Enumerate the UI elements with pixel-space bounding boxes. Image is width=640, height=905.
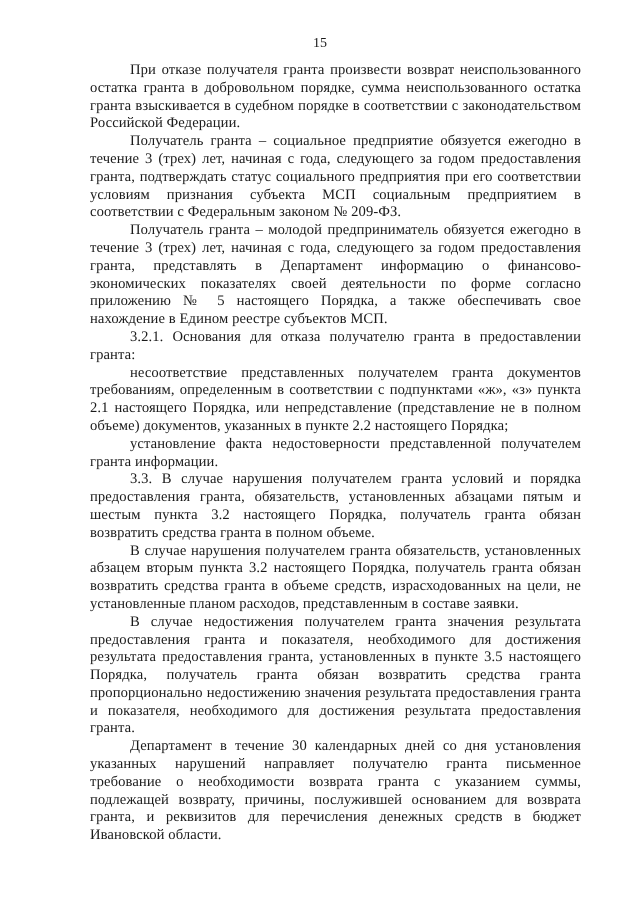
paragraph-refund-enforcement: При отказе получателя гранта произвести возврат неиспользованного остатка гранта в добровольном порядке, сумма неиспользованного остатка гранта взыскивается в судебном порядке в соответствии с законодательством Российской Федерации. [90, 62, 581, 132]
paragraph-violation-full-refund: 3.3. В случае нарушения получателем гранта условий и порядка предоставления гранта, обязательств, установленных абзацами пятым и шестым пункта 3.2 настоящего Порядка, получатель гранта обязан возвратить средства гранта в полном объеме. [90, 471, 581, 541]
paragraph-refusal-grounds-heading: 3.2.1. Основания для отказа получателю гранта в предоставлении гранта: [90, 328, 581, 363]
paragraph-refusal-ground-documents: несоответствие представленных получателем гранта документов требованиям, определенным в соответствии с подпунктами «ж», «з» пункта 2.1 настоящего Порядка, или непредставление (представление не в полном объеме) документов, указанных в пункте 2.2 настоящего Порядка; [90, 364, 581, 434]
document-body [90, 62, 581, 845]
paragraph-refusal-ground-false-info: установление факта недостоверности представленной получателем гранта информации. [90, 435, 581, 470]
paragraph-young-entrepreneur-obligation: Получатель гранта – молодой предприниматель обязуется ежегодно в течение 3 (трех) лет, начиная с года, следующего за годом предоставления гранта, представлять в Департамент информацию о финансово-экономических показателях своей деятельности по форме согласно приложению № 5 настоящего Порядка, а также обеспечивать свое нахождение в Едином реестре субъектов МСП. [90, 222, 581, 328]
page-number: 15 [313, 36, 327, 51]
paragraph-social-enterprise-obligation: Получатель гранта – социальное предприятие обязуется ежегодно в течение 3 (трех) лет, начиная с года, следующего за годом предоставления гранта, подтверждать статус социального предприятия при его соответствии условиям признания субъекта МСП социальным предприятием в соответствии с Федеральным законом № 209-ФЗ. [90, 133, 581, 221]
paragraph-result-not-achieved: В случае недостижения получателем гранта значения результата предоставления гранта и показателя, необходимого для достижения результата предоставления гранта, установленных в пункте 3.5 настоящего Порядка, получатель гранта обязан возвратить средства гранта пропорционально недостижению значения результата предоставления гранта и показателя, необходимого для достижения результата предоставления гранта. [90, 613, 581, 737]
paragraph-violation-partial-refund: В случае нарушения получателем гранта обязательств, установленных абзацем вторым пункта 3.2 настоящего Порядка, получатель гранта обязан возвратить средства гранта в объеме средств, израсходованных на цели, не установленные планом расходов, представленным в составе заявки. [90, 542, 581, 612]
paragraph-department-demand: Департамент в течение 30 календарных дней со дня установления указанных нарушений направляет получателю гранта письменное требование о необходимости возврата гранта с указанием суммы, подлежащей возврату, причины, послужившей основанием для возврата гранта, и реквизитов для перечисления денежных средств в бюджет Ивановской области. [90, 738, 581, 844]
